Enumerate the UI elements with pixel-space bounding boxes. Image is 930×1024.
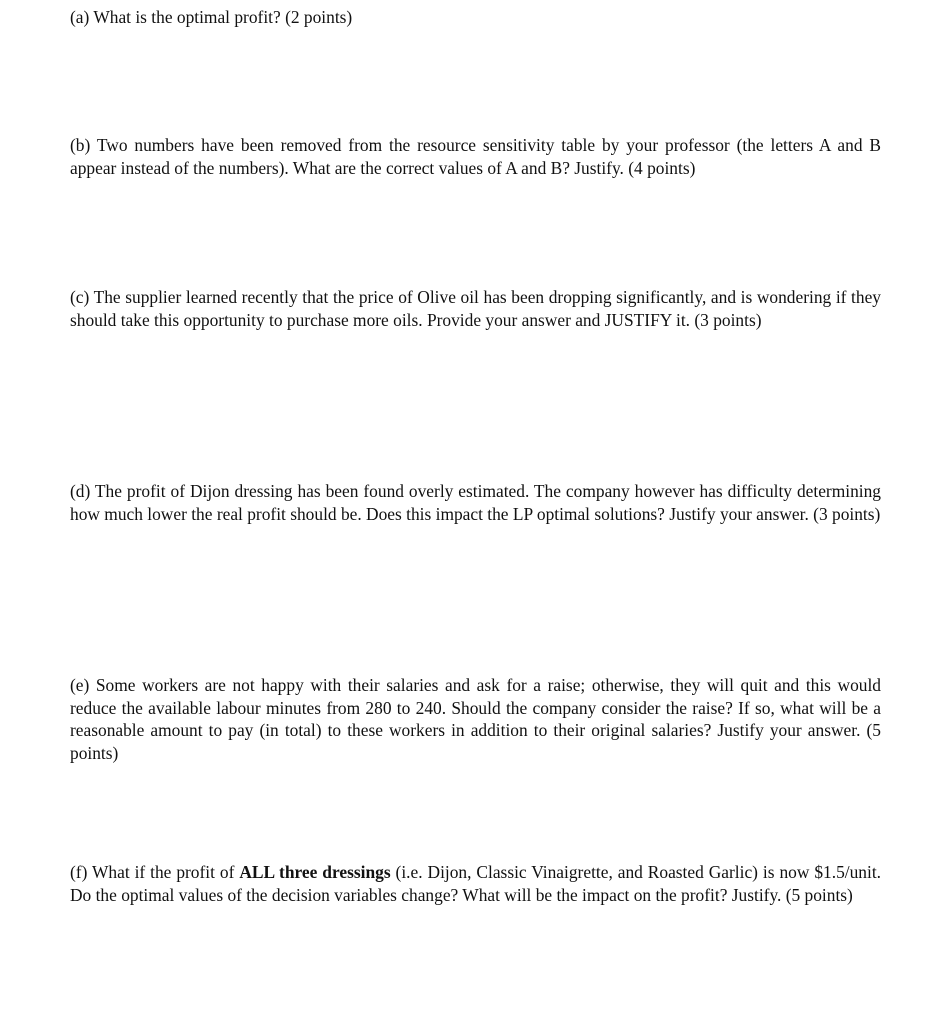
question-f (70, 861, 881, 906)
question-f-emphasis: ALL three dressings (239, 862, 391, 882)
question-e: (e) Some workers are not happy with their salaries and ask for a raise; otherwise, they will quit and this would reduce the available labour minutes from 280 to 240. Should the company consider the raise? If so, what will be a reasonable amount to pay (in total) to these workers in addition to their original salaries? Justify your answer. (5 points) (70, 675, 881, 763)
question-b: (b) Two numbers have been removed from the resource sensitivity table by your professor (the letters A and B appear instead of the numbers). What are the correct values of A and B? Justify. (4 points) (70, 135, 881, 178)
question-c: (c) The supplier learned recently that the price of Olive oil has been dropping significantly, and is wondering if they should take this opportunity to purchase more oils. Provide your answer and JUSTIFY it. (3 points) (70, 287, 881, 330)
question-d: (d) The profit of Dijon dressing has been found overly estimated. The company however has difficulty determining how much lower the real profit should be. Does this impact the LP optimal solutions? Justify your answer. (3 points) (70, 481, 881, 524)
question-f-suffix: (i.e. Dijon, Classic Vinaigrette, and Roasted Garlic) is now $1.5/unit. Do the optimal values of the decision variables change? What will be the impact on the profit? Justify. (5 points) (70, 862, 881, 905)
question-a: (a) What is the optimal profit? (2 points) (70, 7, 353, 27)
question-f-prefix: (f) What if the profit of (70, 862, 240, 882)
